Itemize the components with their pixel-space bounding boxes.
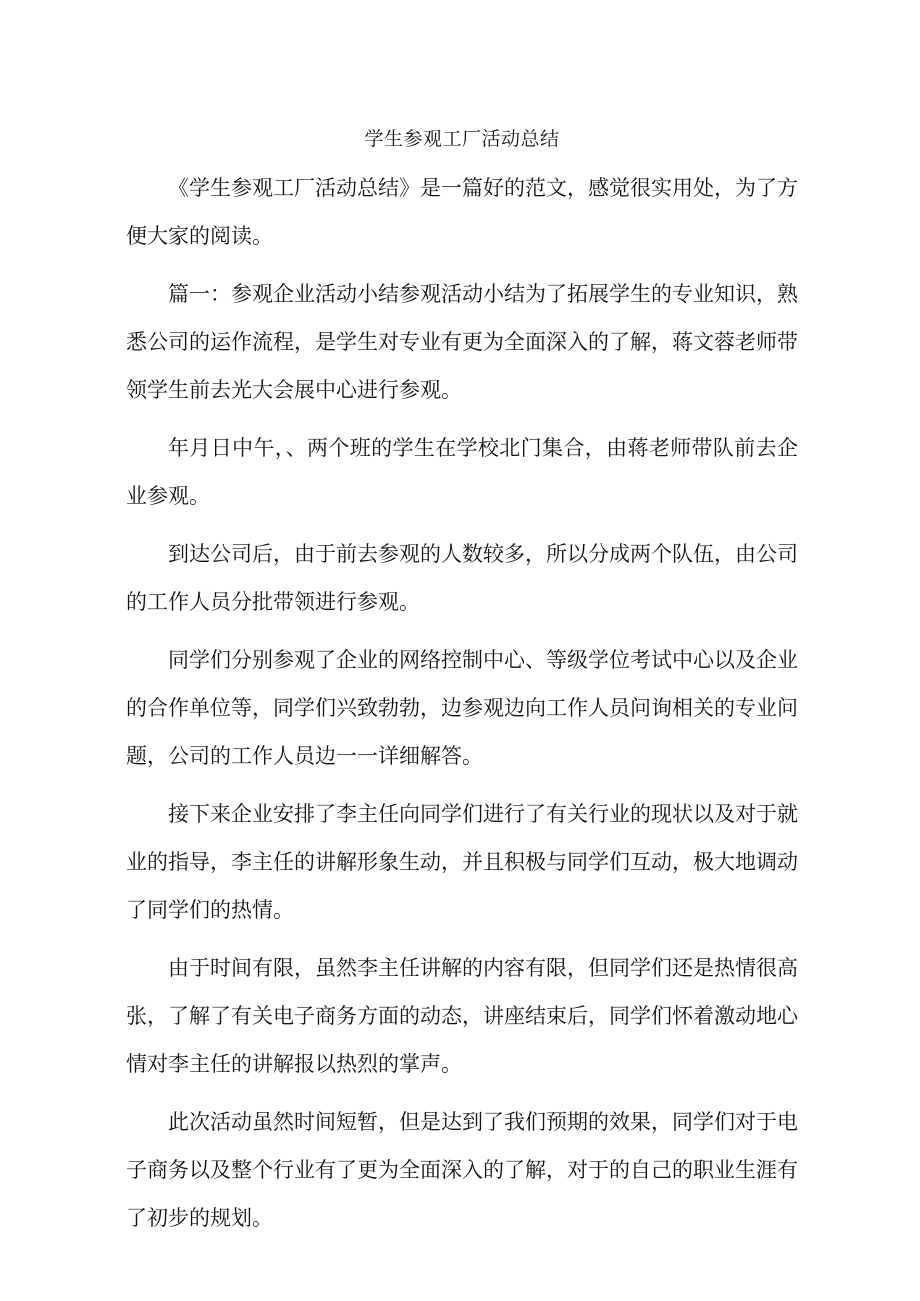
document-title: 学生参观工厂活动总结 bbox=[364, 128, 560, 150]
paragraph-visit: 同学们分别参观了企业的网络控制中心、等级学位考试中心以及企业的合作单位等，同学们兴致勃勃，边参观边向工作人员问询相关的专业问题，公司的工作人员边一一详细解答。 bbox=[126, 648, 798, 768]
paragraph-intro: 《学生参观工厂活动总结》是一篇好的范文，感觉很实用处，为了方便大家的阅读。 bbox=[126, 176, 798, 248]
paragraph-lecture: 接下来企业安排了李主任向同学们进行了有关行业的现状以及对于就业的指导，李主任的讲解形象生动，并且积极与同学们互动，极大地调动了同学们的热情。 bbox=[126, 802, 798, 922]
paragraph-arrival: 到达公司后，由于前去参观的人数较多，所以分成两个队伍，由公司的工作人员分批带领进行参观。 bbox=[126, 542, 798, 614]
paragraph-enthusiasm: 由于时间有限，虽然李主任讲解的内容有限，但同学们还是热情很高张，了解了有关电子商务方面的动态，讲座结束后，同学们怀着激动地心情对李主任的讲解报以热烈的掌声。 bbox=[126, 956, 798, 1076]
paragraph-part-one: 篇一：参观企业活动小结参观活动小结为了拓展学生的专业知识，熟悉公司的运作流程，是学生对专业有更为全面深入的了解，蒋文蓉老师带领学生前去光大会展中心进行参观。 bbox=[126, 282, 798, 402]
paragraph-conclusion: 此次活动虽然时间短暂，但是达到了我们预期的效果，同学们对于电子商务以及整个行业有了更为全面深入的了解，对于的自己的职业生涯有了初步的规划。 bbox=[126, 1110, 798, 1230]
paragraph-gathering: 年月日中午，、两个班的学生在学校北门集合，由蒋老师带队前去企业参观。 bbox=[126, 436, 798, 508]
